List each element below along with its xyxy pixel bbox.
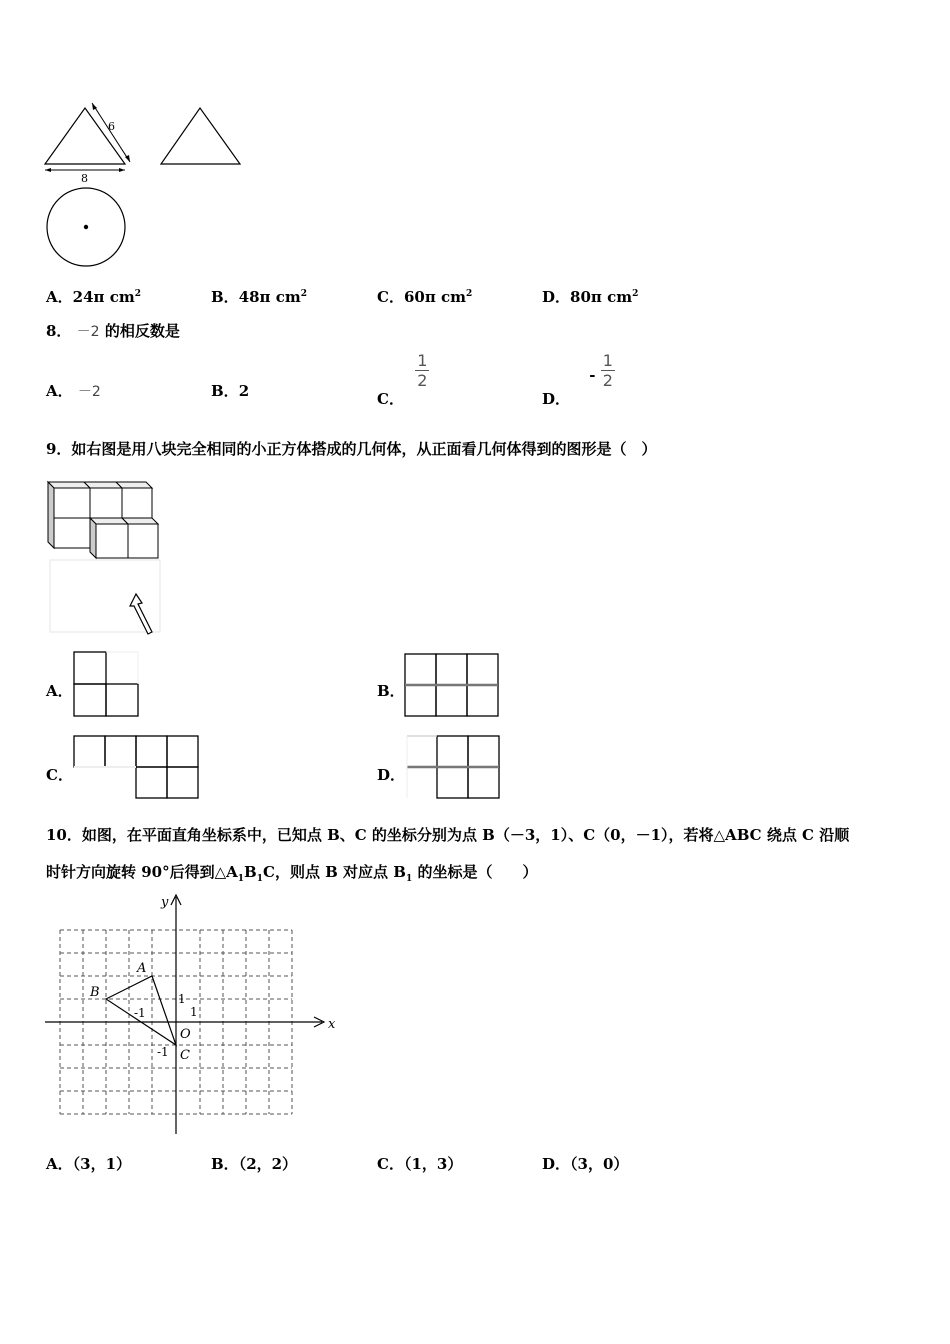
cube-solid-figure [44, 476, 169, 641]
coordinate-grid-figure [40, 892, 345, 1140]
q7-option-a[interactable]: A．24π $cm^2$ [46, 288, 141, 306]
q9-option-b-label[interactable]: B． [377, 682, 405, 700]
side-view-triangle [161, 108, 240, 164]
q9-stem: 9．如右图是用八块完全相同的小正方体搭成的几何体，从正面看几何体得到的图形是（ ） [46, 440, 657, 458]
cone-three-views [40, 100, 250, 275]
x-axis-label: x [328, 1017, 336, 1032]
view-direction-arrow [130, 594, 152, 634]
q9-option-c-label[interactable]: C． [46, 766, 73, 784]
q7-option-c[interactable]: C．60π $cm^2$ [377, 288, 473, 306]
q8-option-a[interactable]: A． －2 [46, 382, 101, 400]
q9-option-a-label[interactable]: A． [46, 682, 73, 700]
q10-option-c[interactable]: C．（1，3） [377, 1155, 463, 1173]
base-length-label: 8 [81, 172, 88, 185]
point-c-label: C [180, 1048, 190, 1063]
q9-option-a-figure[interactable] [72, 650, 140, 720]
q8-option-c[interactable]: C． $\frac{1}{2}$ [377, 351, 428, 408]
tick-one-x: 1 [190, 1005, 198, 1019]
q10-stem-line2: 时针方向旋转 90°后得到$\triangle A_1B_1C$，则点 B 对应点 $B_1$ 的坐标是（ ） [46, 863, 538, 884]
point-b-label: B [90, 985, 100, 1000]
q10-option-a[interactable]: A．（3，1） [46, 1155, 132, 1173]
tick-one-y: 1 [178, 992, 186, 1006]
q8-stem: 8． －2 的相反数是 [46, 322, 180, 340]
point-a-label: A [137, 961, 147, 976]
q8-option-d[interactable]: D． - $\frac{1}{2}$ [542, 351, 613, 408]
q10-option-d[interactable]: D．（3，0） [542, 1155, 629, 1173]
tick-neg-one-y: -1 [157, 1045, 169, 1059]
origin-label: O [180, 1027, 191, 1042]
q10-option-b[interactable]: B．（2，2） [211, 1155, 298, 1173]
q7-option-b[interactable]: B．48π $cm^2$ [211, 288, 308, 306]
q9-option-b-figure[interactable] [403, 652, 501, 720]
side-length-label: 6 [108, 120, 115, 133]
y-axis-label: y [161, 895, 169, 910]
tick-neg-one-x: -1 [134, 1006, 146, 1020]
q10-stem-line1: 10．如图，在平面直角坐标系中，已知点 B、C 的坐标分别为点 B（－3，1）、C（0，－1），若将△ABC 绕点 C 沿顺 [46, 826, 850, 844]
q9-option-d-figure[interactable] [403, 734, 503, 802]
q7-option-d[interactable]: D．80π $cm^2$ [542, 288, 639, 306]
q9-option-d-label[interactable]: D． [377, 766, 406, 784]
q8-option-b[interactable]: B．2 [211, 382, 250, 400]
q9-option-c-figure[interactable] [72, 734, 202, 802]
